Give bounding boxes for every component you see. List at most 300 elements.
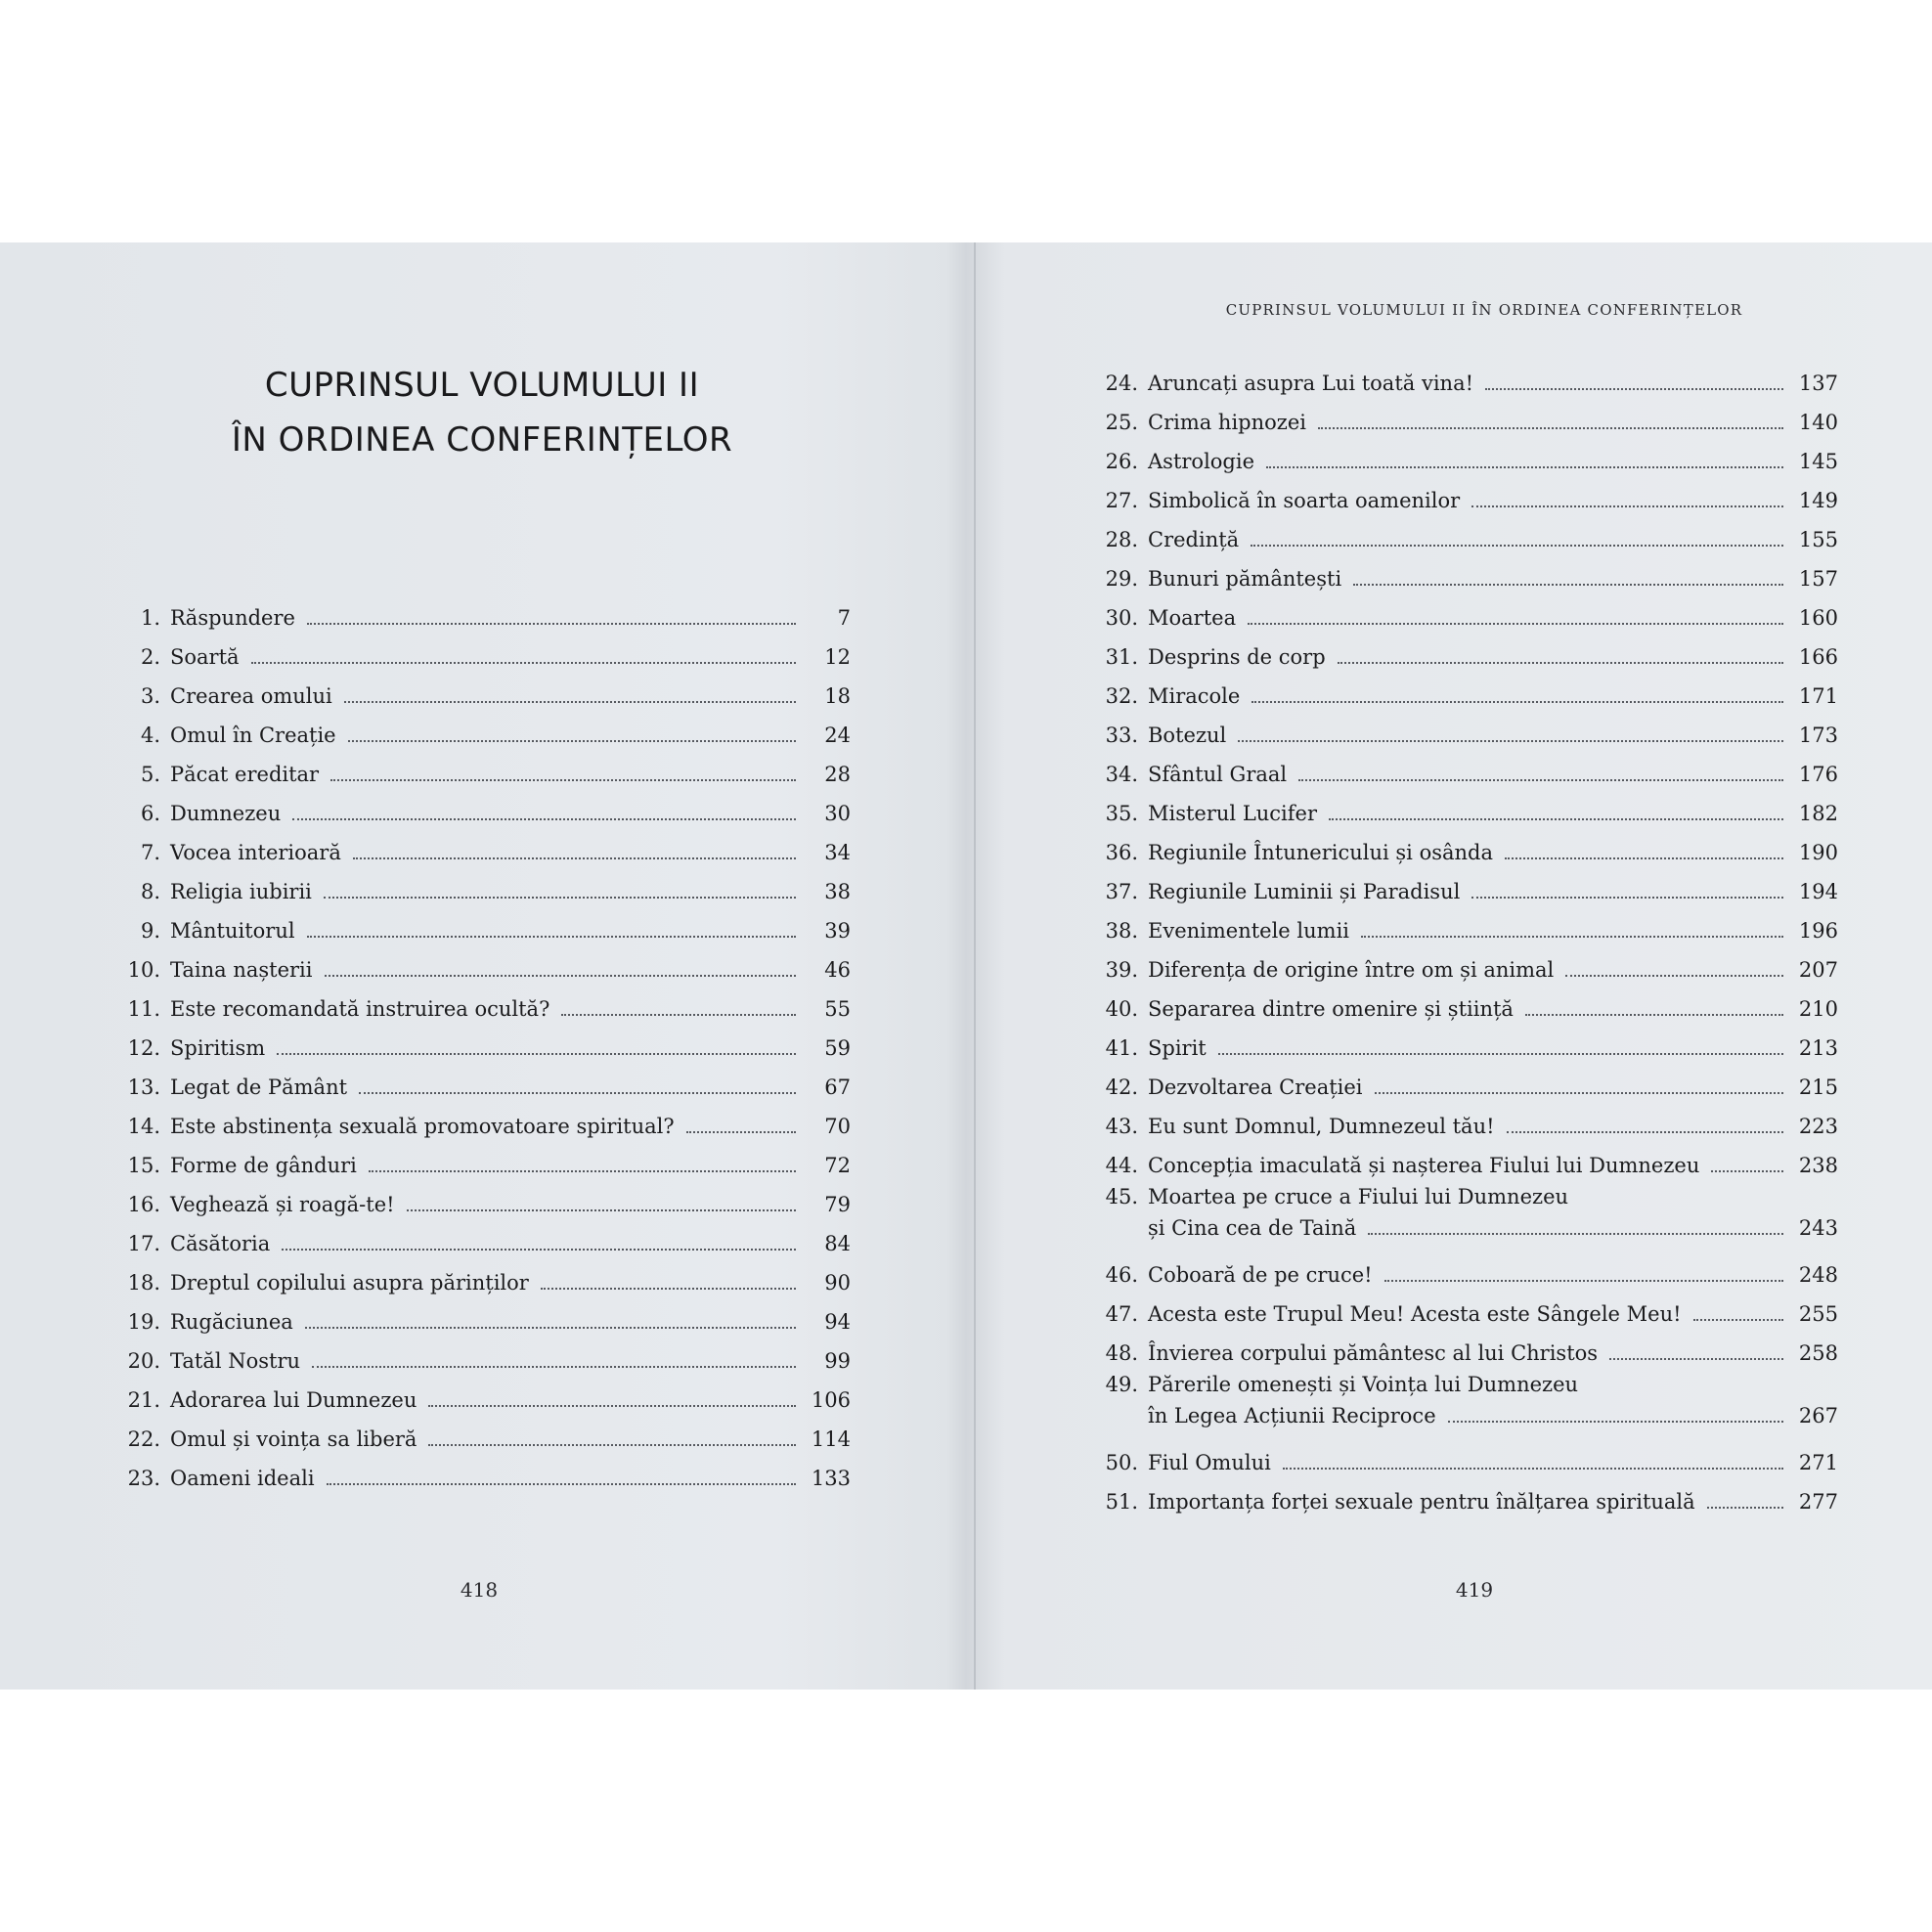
entry-body (1148, 724, 1838, 747)
dot-leader (348, 740, 796, 742)
toc-entry (117, 989, 851, 1029)
entry-body (1148, 1302, 1838, 1326)
entry-title: Astrologie (1148, 450, 1255, 473)
entry-page: 190 (1798, 841, 1838, 864)
toc-entry (1095, 833, 1838, 872)
entry-number: 29. (1105, 567, 1138, 591)
toc-entry (117, 1224, 851, 1263)
toc-entry (117, 872, 851, 911)
page-title (115, 358, 849, 467)
entry-number: 32. (1105, 684, 1138, 708)
entry-title: Crearea omului (170, 684, 332, 708)
toc-entry (1095, 403, 1838, 442)
entry-page: 238 (1798, 1154, 1838, 1177)
entry-body (170, 1232, 851, 1255)
entry-title: Oameni ideali (170, 1467, 315, 1490)
entry-title: Căsătoria (170, 1232, 271, 1255)
entry-number: 6. (140, 802, 160, 825)
entry-title: Regiunile Întunericului și osânda (1148, 841, 1493, 864)
entry-number: 2. (140, 645, 160, 669)
dot-leader (1298, 779, 1783, 781)
entry-page: 182 (1798, 802, 1838, 825)
entry-title: Mântuitorul (170, 919, 295, 943)
toc-list-left (117, 598, 851, 1498)
dot-leader (325, 975, 797, 977)
toc-entry (117, 677, 851, 716)
dot-leader (1471, 505, 1783, 507)
entry-body (170, 880, 851, 903)
entry-page: 12 (824, 645, 851, 669)
entry-page: 67 (824, 1076, 851, 1099)
entry-number: 47. (1105, 1302, 1138, 1326)
toc-entry (1095, 872, 1838, 911)
entry-title: Dreptul copilului asupra părinților (170, 1271, 529, 1295)
entry-body (1148, 1036, 1838, 1060)
toc-entry (1095, 1146, 1838, 1185)
toc-entry (1095, 442, 1838, 481)
entry-body (170, 1154, 851, 1177)
entry-title: Veghează și roagă-te! (170, 1193, 395, 1216)
entry-title: Învierea corpului pământesc al lui Christos (1148, 1341, 1599, 1365)
dot-leader (1368, 1233, 1783, 1235)
toc-entry (1095, 1068, 1838, 1107)
dot-leader (251, 662, 796, 664)
entry-page: 84 (824, 1232, 851, 1255)
entry-number: 48. (1105, 1341, 1138, 1365)
entry-title: Acesta este Trupul Meu! Acesta este Sângele Meu! (1148, 1302, 1682, 1326)
toc-entry (1095, 1482, 1838, 1521)
entry-body (1148, 880, 1838, 903)
dot-leader (1384, 1280, 1783, 1282)
entry-title: Eu sunt Domnul, Dumnezeul tău! (1148, 1115, 1495, 1138)
entry-page: 277 (1798, 1490, 1838, 1514)
entry-title: Separarea dintre omenire și știință (1148, 997, 1514, 1021)
entry-body (1148, 763, 1838, 786)
entry-title: Păcat ereditar (170, 763, 320, 786)
toc-entry (1095, 1334, 1838, 1373)
entry-number: 21. (127, 1388, 160, 1412)
entry-number: 17. (127, 1232, 160, 1255)
entry-number: 10. (127, 958, 160, 982)
entry-title: Regiunile Luminii și Paradisul (1148, 880, 1461, 903)
entry-number: 15. (127, 1154, 160, 1177)
entry-title: Forme de gânduri (170, 1154, 357, 1177)
entry-body (1148, 997, 1838, 1021)
entry-page: 145 (1798, 450, 1838, 473)
entry-page: 210 (1798, 997, 1838, 1021)
dot-leader (1251, 701, 1783, 703)
entry-number: 30. (1105, 606, 1138, 630)
entry-number: 27. (1105, 489, 1138, 512)
entry-number: 40. (1105, 997, 1138, 1021)
entry-page: 140 (1798, 411, 1838, 434)
dot-leader (1485, 388, 1783, 390)
entry-page: 166 (1798, 645, 1838, 669)
entry-body (170, 1349, 851, 1373)
entry-number: 23. (127, 1467, 160, 1490)
entry-body (170, 1115, 851, 1138)
toc-entry (117, 1146, 851, 1185)
toc-entry (1095, 989, 1838, 1029)
entry-body (170, 1388, 851, 1412)
toc-entry (1095, 755, 1838, 794)
entry-title: Este recomandată instruirea ocultă? (170, 997, 550, 1021)
entry-body (170, 763, 851, 786)
entry-title: Credință (1148, 528, 1240, 551)
dot-leader (1318, 427, 1783, 429)
dot-leader (353, 857, 796, 859)
entry-number: 49. (1105, 1373, 1138, 1396)
entry-page: 194 (1798, 880, 1838, 903)
entry-number: 46. (1105, 1263, 1138, 1287)
dot-leader (686, 1131, 796, 1133)
entry-page: 243 (1798, 1216, 1838, 1240)
toc-entry (117, 833, 851, 872)
entry-number: 51. (1105, 1490, 1138, 1514)
entry-title: Legat de Pământ (170, 1076, 348, 1099)
entry-title: Dezvoltarea Creației (1148, 1076, 1363, 1099)
entry-title: Concepția imaculată și nașterea Fiului lui Dumnezeu (1148, 1154, 1700, 1177)
entry-body (1148, 411, 1838, 434)
dot-leader (561, 1014, 796, 1016)
entry-page: 196 (1798, 919, 1838, 943)
entry-number: 9. (140, 919, 160, 943)
entry-page: 171 (1798, 684, 1838, 708)
dot-leader (407, 1209, 796, 1211)
dot-leader (1707, 1507, 1783, 1509)
entry-body (170, 1193, 851, 1216)
dot-leader (1283, 1468, 1783, 1470)
toc-entry (117, 1341, 851, 1381)
entry-body (1148, 645, 1838, 669)
entry-title: Omul și voința sa liberă (170, 1427, 417, 1451)
entry-page: 155 (1798, 528, 1838, 551)
entry-page: 7 (837, 606, 851, 630)
entry-body (1148, 1263, 1838, 1287)
entry-page: 207 (1798, 958, 1838, 982)
entry-number: 26. (1105, 450, 1138, 473)
entry-body (1148, 1341, 1838, 1365)
entry-body (170, 997, 851, 1021)
toc-entry (117, 1029, 851, 1068)
entry-number: 25. (1105, 411, 1138, 434)
dot-leader (312, 1366, 796, 1368)
entry-page: 149 (1798, 489, 1838, 512)
entry-number: 38. (1105, 919, 1138, 943)
dot-leader (1361, 936, 1783, 938)
toc-entry (117, 1459, 851, 1498)
entry-page: 160 (1798, 606, 1838, 630)
dot-leader (277, 1053, 796, 1055)
dot-leader (292, 818, 796, 820)
entry-title: Aruncați asupra Lui toată vina! (1148, 372, 1474, 395)
entry-page: 106 (811, 1388, 851, 1412)
dot-leader (428, 1444, 796, 1446)
entry-number: 37. (1105, 880, 1138, 903)
entry-body (1148, 450, 1838, 473)
toc-entry (1095, 481, 1838, 520)
entry-page: 223 (1798, 1115, 1838, 1138)
entry-page: 133 (811, 1467, 851, 1490)
entry-number: 50. (1105, 1451, 1138, 1474)
entry-body (170, 684, 851, 708)
dot-leader (1329, 818, 1783, 820)
entry-title: Spirit (1148, 1036, 1207, 1060)
toc-entry (1095, 1107, 1838, 1146)
toc-entry (1095, 1373, 1838, 1443)
dot-leader (1375, 1092, 1783, 1094)
entry-page: 137 (1798, 372, 1838, 395)
entry-page: 271 (1798, 1451, 1838, 1474)
entry-second-line (1148, 1216, 1838, 1240)
dot-leader (327, 1483, 796, 1485)
dot-leader (1448, 1421, 1783, 1423)
entry-page: 248 (1798, 1263, 1838, 1287)
page-number-left: 418 (460, 1578, 499, 1602)
toc-entry (1095, 559, 1838, 598)
toc-entry (117, 1420, 851, 1459)
dot-leader (305, 1327, 796, 1329)
dot-leader (1711, 1170, 1783, 1172)
entry-title: Diferența de origine între om și animal (1148, 958, 1555, 982)
entry-number: 4. (140, 724, 160, 747)
entry-body (170, 1036, 851, 1060)
toc-entry (117, 950, 851, 989)
entry-page: 99 (824, 1349, 851, 1373)
entry-title: Omul în Creație (170, 724, 336, 747)
entry-number: 19. (127, 1310, 160, 1334)
entry-number: 24. (1105, 372, 1138, 395)
entry-body (1148, 841, 1838, 864)
entry-body (170, 724, 851, 747)
toc-entry (1095, 1443, 1838, 1482)
entry-title: Botezul (1148, 724, 1227, 747)
entry-number: 41. (1105, 1036, 1138, 1060)
entry-page: 94 (824, 1310, 851, 1334)
entry-title: Tatăl Nostru (170, 1349, 301, 1373)
entry-body (170, 1427, 851, 1451)
entry-number: 18. (127, 1271, 160, 1295)
entry-page: 38 (824, 880, 851, 903)
title-line-1: CUPRINSUL VOLUMULUI II (264, 366, 700, 405)
dot-leader (307, 936, 796, 938)
entry-body (1148, 684, 1838, 708)
toc-entry (1095, 364, 1838, 403)
entry-page: 90 (824, 1271, 851, 1295)
entry-page: 24 (824, 724, 851, 747)
entry-body (170, 958, 851, 982)
entry-title: Importanța forței sexuale pentru înălțarea spirituală (1148, 1490, 1695, 1514)
entry-number: 33. (1105, 724, 1138, 747)
entry-title: Dumnezeu (170, 802, 282, 825)
entry-number: 16. (127, 1193, 160, 1216)
toc-entry (1095, 520, 1838, 559)
entry-page: 213 (1798, 1036, 1838, 1060)
entry-title: Crima hipnozei (1148, 411, 1306, 434)
entry-body (1148, 1185, 1838, 1240)
entry-title-continued: și Cina cea de Taină (1148, 1216, 1357, 1240)
entry-page: 39 (824, 919, 851, 943)
entry-title: Misterul Lucifer (1148, 802, 1318, 825)
toc-entry (117, 1302, 851, 1341)
entry-page: 28 (824, 763, 851, 786)
dot-leader (324, 897, 796, 899)
toc-entry (117, 1185, 851, 1224)
entry-title: Rugăciunea (170, 1310, 293, 1334)
toc-entry (1095, 1185, 1838, 1255)
entry-number: 45. (1105, 1185, 1138, 1208)
dot-leader (1507, 1131, 1783, 1133)
entry-title: Miracole (1148, 684, 1241, 708)
dot-leader (1565, 975, 1783, 977)
dot-leader (1525, 1014, 1783, 1016)
dot-leader (344, 701, 796, 703)
entry-body (170, 606, 851, 630)
dot-leader (359, 1092, 796, 1094)
entry-title: Evenimentele lumii (1148, 919, 1350, 943)
entry-body (1148, 1373, 1838, 1427)
entry-number: 39. (1105, 958, 1138, 982)
toc-entry (117, 1263, 851, 1302)
entry-body (1148, 1154, 1838, 1177)
entry-title: Este abstinența sexuală promovatoare spiritual? (170, 1115, 675, 1138)
book-spread (0, 242, 1932, 1690)
entry-body (1148, 802, 1838, 825)
toc-entry (117, 637, 851, 677)
entry-page: 157 (1798, 567, 1838, 591)
dot-leader (1353, 584, 1783, 586)
toc-entry (1095, 950, 1838, 989)
entry-body (1148, 372, 1838, 395)
running-head: CUPRINSUL VOLUMULUI II ÎN ORDINEA CONFERINȚELOR (1225, 301, 1743, 319)
entry-page: 72 (824, 1154, 851, 1177)
entry-number: 11. (127, 997, 160, 1021)
toc-entry (1095, 911, 1838, 950)
entry-body (170, 802, 851, 825)
entry-body (170, 841, 851, 864)
dot-leader (1218, 1053, 1783, 1055)
toc-entry (1095, 1029, 1838, 1068)
entry-page: 59 (824, 1036, 851, 1060)
entry-title: Adorarea lui Dumnezeu (170, 1388, 417, 1412)
entry-title-continued: în Legea Acțiunii Reciproce (1148, 1404, 1436, 1427)
toc-entry (1095, 598, 1838, 637)
entry-title: Sfântul Graal (1148, 763, 1288, 786)
dot-leader (1266, 466, 1783, 468)
entry-page: 55 (824, 997, 851, 1021)
entry-page: 215 (1798, 1076, 1838, 1099)
entry-title: Spiritism (170, 1036, 266, 1060)
dot-leader (1471, 897, 1783, 899)
entry-body (170, 645, 851, 669)
toc-entry (117, 598, 851, 637)
dot-leader (1248, 623, 1783, 625)
entry-body (170, 1467, 851, 1490)
toc-entry (1095, 794, 1838, 833)
toc-entry (117, 716, 851, 755)
entry-number: 28. (1105, 528, 1138, 551)
entry-number: 12. (127, 1036, 160, 1060)
entry-page: 114 (811, 1427, 851, 1451)
entry-page: 267 (1798, 1404, 1838, 1427)
toc-entry (117, 755, 851, 794)
entry-number: 7. (140, 841, 160, 864)
entry-number: 13. (127, 1076, 160, 1099)
entry-number: 44. (1105, 1154, 1138, 1177)
entry-body (1148, 1490, 1838, 1514)
entry-title: Simbolică în soarta oamenilor (1148, 489, 1461, 512)
entry-number: 35. (1105, 802, 1138, 825)
toc-entry (117, 1381, 851, 1420)
entry-title: Bunuri pământești (1148, 567, 1342, 591)
entry-second-line (1148, 1404, 1838, 1427)
entry-body (170, 1310, 851, 1334)
title-line-2: ÎN ORDINEA CONFERINȚELOR (231, 420, 733, 460)
entry-title: Moartea (1148, 606, 1237, 630)
entry-page: 79 (824, 1193, 851, 1216)
entry-page: 30 (824, 802, 851, 825)
dot-leader (1505, 857, 1783, 859)
entry-number: 5. (140, 763, 160, 786)
entry-title: Taina nașterii (170, 958, 313, 982)
entry-number: 36. (1105, 841, 1138, 864)
entry-title: Părerile omenești și Voința lui Dumnezeu (1148, 1373, 1579, 1396)
toc-entry (1095, 637, 1838, 677)
dot-leader (369, 1170, 796, 1172)
toc-entry (117, 794, 851, 833)
entry-body (170, 919, 851, 943)
entry-body (1148, 528, 1838, 551)
dot-leader (307, 623, 796, 625)
entry-title: Moartea pe cruce a Fiului lui Dumnezeu (1148, 1185, 1569, 1208)
entry-body (170, 1076, 851, 1099)
left-page (0, 242, 974, 1690)
entry-page: 18 (824, 684, 851, 708)
toc-entry (1095, 1295, 1838, 1334)
entry-title: Răspundere (170, 606, 295, 630)
dot-leader (1338, 662, 1783, 664)
entry-number: 43. (1105, 1115, 1138, 1138)
entry-title: Soartă (170, 645, 240, 669)
dot-leader (428, 1405, 796, 1407)
dot-leader (1238, 740, 1783, 742)
entry-number: 20. (127, 1349, 160, 1373)
dot-leader (1251, 545, 1783, 547)
entry-body (1148, 1115, 1838, 1138)
toc-entry (1095, 1255, 1838, 1295)
toc-entry (117, 911, 851, 950)
entry-number: 22. (127, 1427, 160, 1451)
entry-body (1148, 606, 1838, 630)
dot-leader (1609, 1358, 1783, 1360)
entry-number: 8. (140, 880, 160, 903)
entry-page: 173 (1798, 724, 1838, 747)
dot-leader (541, 1288, 796, 1290)
entry-number: 42. (1105, 1076, 1138, 1099)
entry-body (1148, 567, 1838, 591)
entry-page: 176 (1798, 763, 1838, 786)
entry-body (1148, 1076, 1838, 1099)
entry-number: 3. (140, 684, 160, 708)
entry-number: 34. (1105, 763, 1138, 786)
dot-leader (1693, 1319, 1783, 1321)
dot-leader (282, 1249, 796, 1251)
toc-entry (1095, 716, 1838, 755)
entry-page: 255 (1798, 1302, 1838, 1326)
toc-list-right (1095, 364, 1838, 1521)
page-number-right: 419 (1455, 1578, 1494, 1602)
entry-number: 1. (140, 606, 160, 630)
